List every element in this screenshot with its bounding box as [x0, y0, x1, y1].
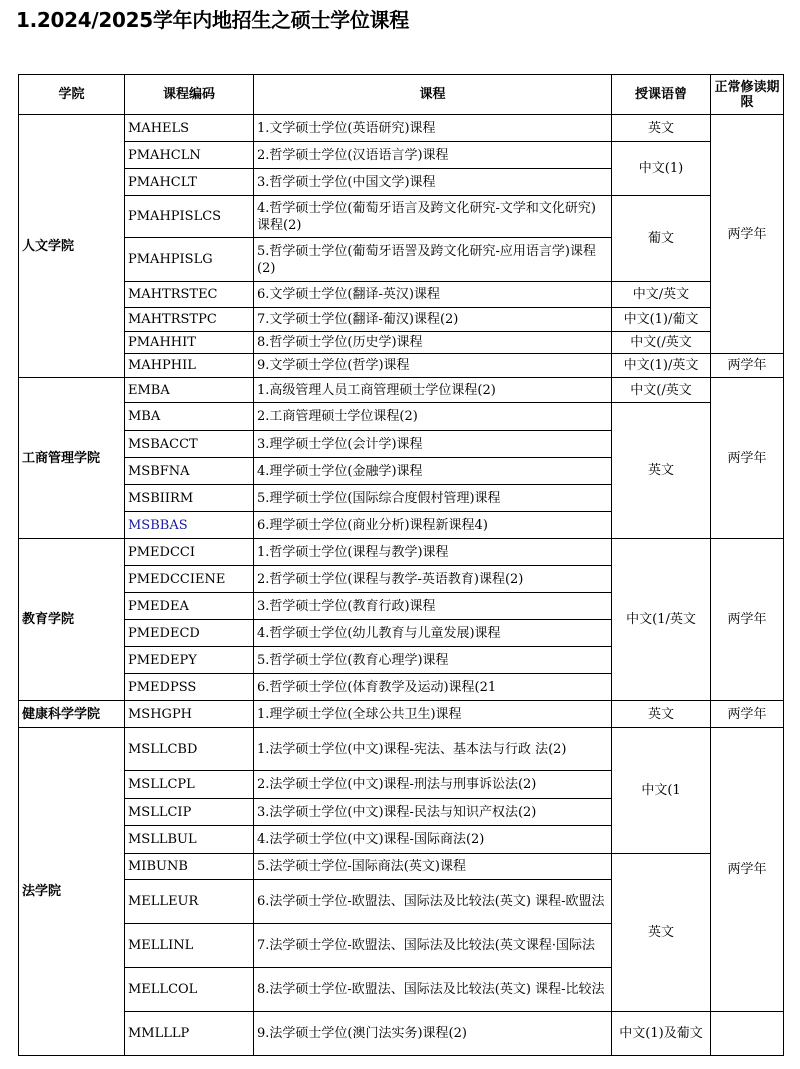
header-language: 授课语曾 [612, 75, 711, 115]
course-code: MMLLLP [125, 1012, 254, 1056]
course-name: 6.文学硕士学位(翻译-英汉)课程 [254, 282, 612, 308]
language-cell: 中文(/英文 [612, 332, 711, 354]
duration-cell: 两学年 [711, 701, 784, 728]
course-code: EMBA [125, 378, 254, 403]
course-code: PMEDEPY [125, 647, 254, 674]
language-cell: 中文/英文 [612, 282, 711, 308]
course-name: 4.法学硕士学位(中文)课程-国际商法(2) [254, 826, 612, 854]
course-code: PMEDPSS [125, 674, 254, 701]
course-code: MSBFNA [125, 458, 254, 485]
table-row [19, 115, 784, 142]
course-name: 2.法学硕士学位(中文)课程-刑法与刑事诉讼法(2) [254, 771, 612, 799]
course-name: 1.哲学硕士学位(课程与教学)课程 [254, 539, 612, 566]
course-code: MIBUNB [125, 854, 254, 880]
table-row [19, 142, 784, 169]
course-code: PMAHPISLG [125, 238, 254, 282]
course-code: PMEDCCIENE [125, 566, 254, 593]
course-name: 5.哲学硕士学位(教育心理学)课程 [254, 647, 612, 674]
language-cell: 英文 [612, 701, 711, 728]
course-code: MAHELS [125, 115, 254, 142]
course-code: PMAHPISLCS [125, 196, 254, 238]
course-code: MAHPHIL [125, 354, 254, 378]
duration-cell: 两学年 [711, 115, 784, 354]
duration-cell: 两学年 [711, 539, 784, 701]
course-code: MSBBAS [125, 512, 254, 539]
course-name: 5.理学硕士学位(国际综合度假村管理)课程 [254, 485, 612, 512]
course-code: PMAHCLT [125, 169, 254, 196]
course-name: 2.哲学硕士学位(汉语语言学)课程 [254, 142, 612, 169]
school-cell: 法学院 [19, 728, 125, 1056]
language-cell: 中文(1)/葡文 [612, 308, 711, 332]
course-code: MELLEUR [125, 880, 254, 924]
course-code: MSLLCBD [125, 728, 254, 771]
course-name: 8.法学硕士学位-欧盟法、国际法及比较法(英文) 课程-比较法 [254, 968, 612, 1012]
language-cell: 中文(/英文 [612, 378, 711, 403]
course-name: 3.哲学硕士学位(中国文学)课程 [254, 169, 612, 196]
course-name: 7.文学硕士学位(翻译-葡汉)课程(2) [254, 308, 612, 332]
duration-cell: 两学年 [711, 378, 784, 539]
course-code: MSBACCT [125, 431, 254, 458]
course-name: 8.哲学硕士学位(历史学)课程 [254, 332, 612, 354]
school-cell: 教育学院 [19, 539, 125, 701]
page-title: 1.2024/2025学年内地招生之硕士学位课程 [16, 8, 409, 32]
course-code: PMAHHIT [125, 332, 254, 354]
course-name: 5.法学硕士学位-国际商法(英文)课程 [254, 854, 612, 880]
course-code: MAHTRSTEC [125, 282, 254, 308]
duration-cell-empty [711, 1012, 784, 1056]
table-row [19, 539, 784, 566]
course-code: MSHGPH [125, 701, 254, 728]
header-school: 学院 [19, 75, 125, 115]
course-name: 6.哲学硕士学位(体育教学及运动)课程(21 [254, 674, 612, 701]
table-row [19, 1012, 784, 1056]
header-duration: 正常修读期限 [711, 75, 784, 115]
table-row [19, 308, 784, 332]
course-name: 6.理学硕士学位(商业分析)课程新课程4) [254, 512, 612, 539]
table-row [19, 728, 784, 771]
course-code: MAHTRSTPC [125, 308, 254, 332]
course-code: MSLLCPL [125, 771, 254, 799]
course-name: 9.法学硕士学位(澳门法实务)课程(2) [254, 1012, 612, 1056]
table-header-row [19, 75, 784, 115]
course-code: PMEDCCI [125, 539, 254, 566]
course-name: 1.法学硕士学位(中文)课程-宪法、基本法与行政 法(2) [254, 728, 612, 771]
course-code: PMEDECD [125, 620, 254, 647]
table-row [19, 403, 784, 431]
table-row [19, 282, 784, 308]
language-cell: 英文 [612, 403, 711, 539]
course-name: 4.哲学硕士学位(幼儿教育与儿童发展)课程 [254, 620, 612, 647]
language-cell: 葡文 [612, 196, 711, 282]
language-cell: 中文(1)及葡文 [612, 1012, 711, 1056]
language-cell: 中文(1/英文 [612, 539, 711, 701]
course-code: MSBIIRM [125, 485, 254, 512]
duration-cell: 两学年 [711, 728, 784, 1012]
course-name: 6.法学硕士学位-欧盟法、国际法及比较法(英文) 课程-欧盟法 [254, 880, 612, 924]
course-name: 7.法学硕士学位-欧盟法、国际法及比较法(英文课程·国际法 [254, 924, 612, 968]
language-cell: 中文(1 [612, 728, 711, 854]
course-name: 2.哲学硕士学位(课程与教学-英语教育)课程(2) [254, 566, 612, 593]
school-cell: 人文学院 [19, 115, 125, 378]
course-name: 5.哲学硕士学位(葡萄牙语詈及跨文化研究-应用语言学)课程(2) [254, 238, 612, 282]
course-code: MSLLCIP [125, 799, 254, 826]
language-cell: 中文(1)/英文 [612, 354, 711, 378]
school-cell: 工商管理学院 [19, 378, 125, 539]
course-name: 3.法学硕士学位(中文)课程-民法与知识产权法(2) [254, 799, 612, 826]
table-row [19, 332, 784, 354]
table-row [19, 354, 784, 378]
course-code: MSLLBUL [125, 826, 254, 854]
language-cell: 中文(1) [612, 142, 711, 196]
course-name: 2.工商管理硕士学位课程(2) [254, 403, 612, 431]
course-name: 4.哲学硕士学位(葡萄牙语言及跨文化研究-文学和文化研究)课程(2) [254, 196, 612, 238]
duration-cell: 两学年 [711, 354, 784, 378]
school-cell: 健康科学学院 [19, 701, 125, 728]
header-course: 课程 [254, 75, 612, 115]
course-name: 9.文学硕士学位(哲学)课程 [254, 354, 612, 378]
table-row [19, 701, 784, 728]
course-code: MELLINL [125, 924, 254, 968]
course-code: MELLCOL [125, 968, 254, 1012]
table-row [19, 854, 784, 880]
course-name: 1.高级管理人员工商管理硕士学位课程(2) [254, 378, 612, 403]
table-row [19, 196, 784, 238]
course-name: 4.理学硕士学位(金融学)课程 [254, 458, 612, 485]
course-name: 3.哲学硕士学位(教育行政)课程 [254, 593, 612, 620]
course-code: PMAHCLN [125, 142, 254, 169]
table-row [19, 378, 784, 403]
course-code: PMEDEA [125, 593, 254, 620]
programs-table [18, 74, 784, 1056]
header-code: 课程编码 [125, 75, 254, 115]
course-code: MBA [125, 403, 254, 431]
course-name: 1.文学硕士学位(英语研究)课程 [254, 115, 612, 142]
language-cell: 英文 [612, 854, 711, 1012]
language-cell: 英文 [612, 115, 711, 142]
course-name: 3.理学硕士学位(会计学)课程 [254, 431, 612, 458]
course-name: 1.理学硕士学位(全球公共卫生)课程 [254, 701, 612, 728]
